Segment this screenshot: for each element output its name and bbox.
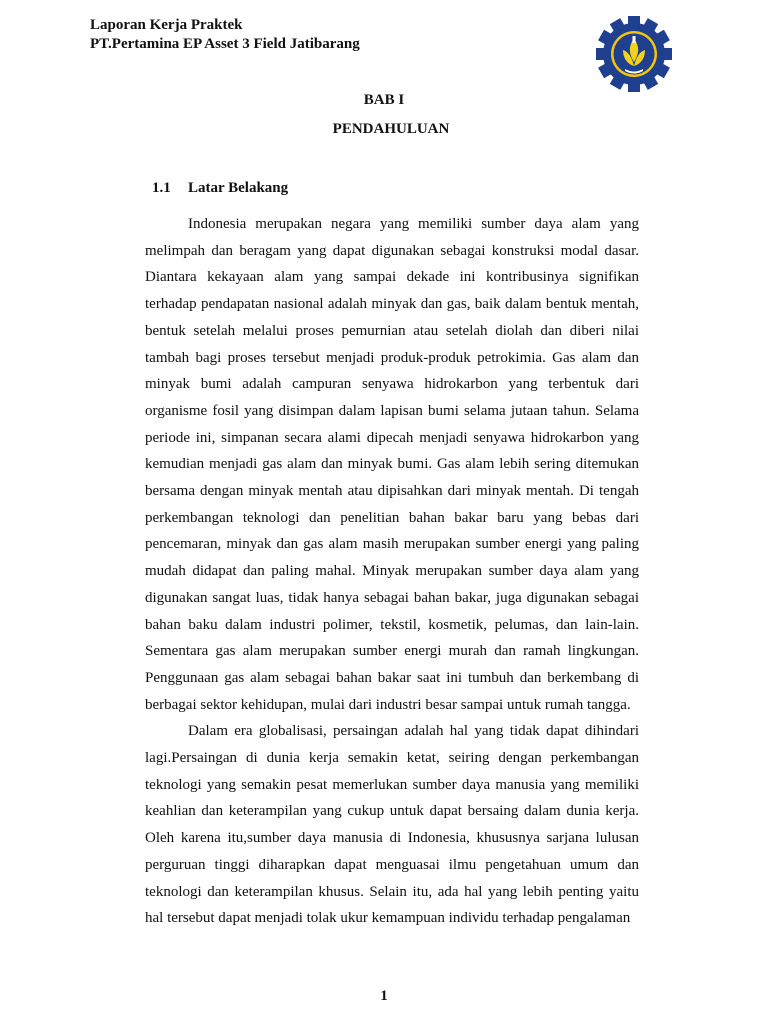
document-header	[90, 16, 360, 54]
institution-logo-icon	[594, 14, 674, 94]
page-number: 1	[380, 988, 388, 1004]
paragraph: Indonesia merupakan negara yang memiliki sumber daya alam yang melimpah dan beragam yang dapat digunakan sebagai konstruksi modal dasar. Diantara kekayaan alam yang sampai dekade ini kontribusinya signifikan terhadap pendapatan nasional adalah minyak dan gas, baik dalam bentuk mentah, bentuk setelah melalui proses pemurnian atau setelah diolah dan diberi nilai tambah bagi proses tersebut menjadi produk-produk petrokimia. Gas alam dan minyak bumi adalah campuran senyawa hidrokarbon yang terbentuk dari organisme fosil yang disimpan dalam lapisan bumi selama jutaan tahun. Selama periode ini, simpanan secara alami dipecah menjadi senyawa hidrokarbon yang kemudian menjadi gas alam dan minyak bumi. Gas alam lebih sering ditemukan bersama dengan minyak mentah atau dipisahkan dari minyak mentah. Di tengah perkembangan teknologi dan penelitian bahan bakar baru yang bebas dari pencemaran, minyak dan gas alam masih merupakan sumber energi yang paling mudah didapat dan paling mahal. Minyak merupakan sumber daya alam yang digunakan sangat luas, tidak hanya sebagai bahan bakar, juga digunakan sebagai bahan baku dalam industri polimer, tekstil, kosmetik, pelumas, dan lain-lain. Sementara gas alam merupakan sumber energi murah dan ramah lingkungan. Penggunaan gas alam sebagai bahan bakar saat ini tumbuh dan berkembang di berbagai sektor kehidupan, mulai dari industri besar sampai untuk rumah tangga.	[145, 216, 639, 713]
paragraph: Dalam era globalisasi, persaingan adalah hal yang tidak dapat dihindari lagi.Persaingan di dunia kerja semakin ketat, seiring dengan perkembangan teknologi yang semakin pesat memerlukan sumber daya manusia yang memiliki keahlian dan keterampilan yang cukup untuk dapat bersaing dalam dunia kerja. Oleh karena itu,sumber daya manusia di Indonesia, khususnya sarjana lulusan perguruan tinggi diharapkan dapat menguasai ilmu pengetahuan umum dan teknologi dan keterampilan khusus. Selain itu, ada hal yang lebih penting yaitu hal tersebut dapat menjadi tolak ukur kemampuan individu terhadap pengalaman	[145, 723, 639, 927]
chapter-number: BAB I	[363, 92, 405, 108]
logo-svg	[594, 14, 674, 94]
body-text	[145, 211, 639, 932]
section-title: Latar Belakang	[188, 180, 289, 196]
header-company-name: PT.Pertamina EP Asset 3 Field Jatibarang	[90, 36, 360, 52]
section-number: 1.1	[152, 180, 171, 196]
chapter-title: PENDAHULUAN	[332, 121, 450, 137]
header-report-title: Laporan Kerja Praktek	[90, 17, 243, 33]
section-heading	[152, 180, 288, 197]
